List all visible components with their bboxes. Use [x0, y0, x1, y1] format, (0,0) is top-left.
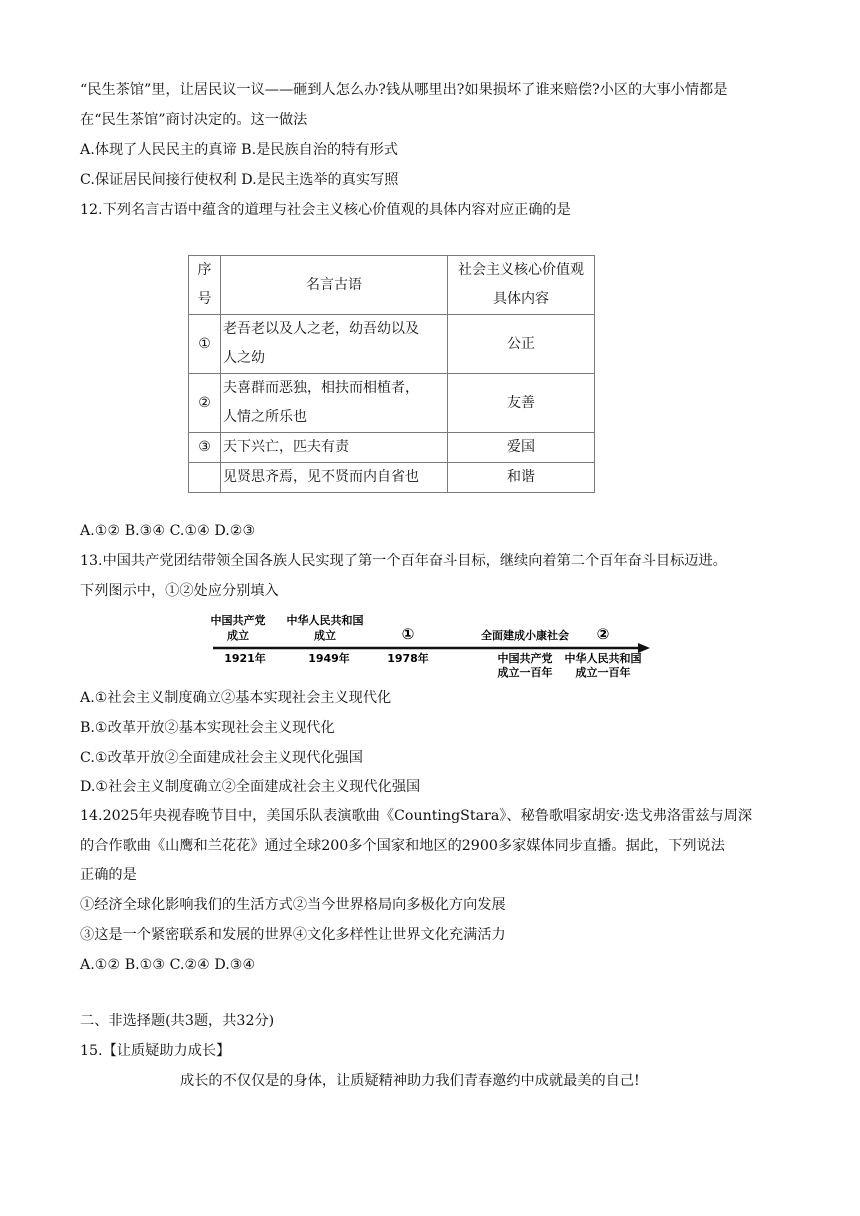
q13-stem-line-1: 13.中国共产党团结带领全国各族人民实现了第一个百年奋斗目标，继续向着第二个百年奋斗目标迈进。: [80, 553, 727, 569]
table-header-row: [189, 256, 595, 315]
q12-options: A.①② B.③④ C.①④ D.②③: [80, 523, 256, 539]
q13-option-d: D.①社会主义制度确立②全面建成社会主义现代化强国: [80, 779, 421, 795]
section-title: 二、非选择题(共3题，共32分): [80, 1013, 275, 1029]
q13-option-c: C.①改革开放②全面建成社会主义现代化强国: [80, 750, 363, 766]
q14-stem-line-2: 的合作歌曲《山鹰和兰花花》通过全球200多个国家和地区的2900多家媒体同步直播。据此，下列说法: [80, 838, 725, 854]
q13-stem-line-2: 下列图示中，①②处应分别填入: [80, 583, 279, 599]
blank-marker-1: ①: [401, 625, 415, 643]
q12-stem: 12.下列名言古语中蕴含的道理与社会主义核心价值观的具体内容对应正确的是: [80, 202, 571, 218]
blank-marker-2: ②: [596, 625, 610, 643]
year-1949: 1949年: [308, 652, 350, 665]
q15-text: 成长的不仅仅是的身体，让质疑精神助力我们青春邀约中成就最美的自己!: [180, 1073, 640, 1089]
label-moderately-prosperous: 全面建成小康社会: [481, 629, 569, 642]
q13-option-a: A.①社会主义制度确立②基本实现社会主义现代化: [80, 690, 392, 706]
q12-table: [188, 255, 595, 493]
row-value: 公正: [448, 315, 595, 374]
q14-stem-line-3: 正确的是: [80, 867, 137, 883]
q15-title: 15.【让质疑助力成长】: [80, 1043, 231, 1059]
row-no: [189, 463, 221, 493]
label-prc-centenary: 中华人民共和国: [564, 652, 642, 665]
table-row: [189, 374, 595, 433]
year-1921: 1921年: [224, 652, 266, 665]
row-no: ①: [189, 315, 221, 374]
q11-stem-line-1: “民生茶馆”里，让居民议一议——砸到人怎么办?钱从哪里出?如果损坏了谁来赔偿?小区的大事小情都是: [80, 82, 728, 98]
label-cpc-centenary-2: 成立一百年: [497, 666, 553, 679]
header-value: 社会主义核心价值观 具体内容: [448, 256, 595, 315]
row-value: 爱国: [448, 433, 595, 463]
label-cpc-founded-2: 成立: [227, 629, 249, 642]
q14-stem-line-1: 14.2025年央视春晚节目中，美国乐队表演歌曲《CountingStara》、秘鲁歌唱家胡安·迭戈弗洛雷兹与周深: [80, 808, 753, 824]
label-prc-founded-2: 成立: [314, 629, 336, 642]
row-quote: 夫喜群而恶独，相扶而相植者， 人情之所乐也: [221, 374, 448, 433]
table-row: [189, 463, 595, 493]
q11-options-ab: A.体现了人民民主的真谛 B.是民族自治的特有形式: [80, 142, 398, 158]
header-quote: 名言古语: [221, 256, 448, 315]
row-quote: 见贤思齐焉，见不贤而内自省也: [221, 463, 448, 493]
table-row: [189, 433, 595, 463]
year-1978: 1978年: [387, 652, 429, 665]
label-cpc-founded: 中国共产党: [210, 614, 266, 627]
label-prc-founded: 中华人民共和国: [286, 614, 364, 627]
row-no: ③: [189, 433, 221, 463]
row-quote: 老吾老以及人之老，幼吾幼以及 人之幼: [221, 315, 448, 374]
q13-option-b: B.①改革开放②基本实现社会主义现代化: [80, 720, 335, 736]
row-quote: 天下兴亡，匹夫有责: [221, 433, 448, 463]
q14-items-12: ①经济全球化影响我们的生活方式②当今世界格局向多极化方向发展: [80, 897, 506, 913]
row-value: 友善: [448, 374, 595, 433]
q14-options: A.①② B.①③ C.②④ D.③④: [80, 957, 256, 973]
q11-options-cd: C.保证居民间接行使权利 D.是民主选举的真实写照: [80, 172, 399, 188]
label-cpc-centenary: 中国共产党: [497, 652, 553, 665]
q14-items-34: ③这是一个紧密联系和发展的世界④文化多样性让世界文化充满活力: [80, 927, 506, 943]
row-value: 和谐: [448, 463, 595, 493]
header-no: 序 号: [189, 256, 221, 315]
row-no: ②: [189, 374, 221, 433]
table-row: [189, 315, 595, 374]
timeline-diagram: [205, 612, 655, 684]
label-prc-centenary-2: 成立一百年: [575, 666, 631, 679]
q11-stem-line-2: 在“民生茶馆”商讨决定的。这一做法: [80, 112, 308, 128]
